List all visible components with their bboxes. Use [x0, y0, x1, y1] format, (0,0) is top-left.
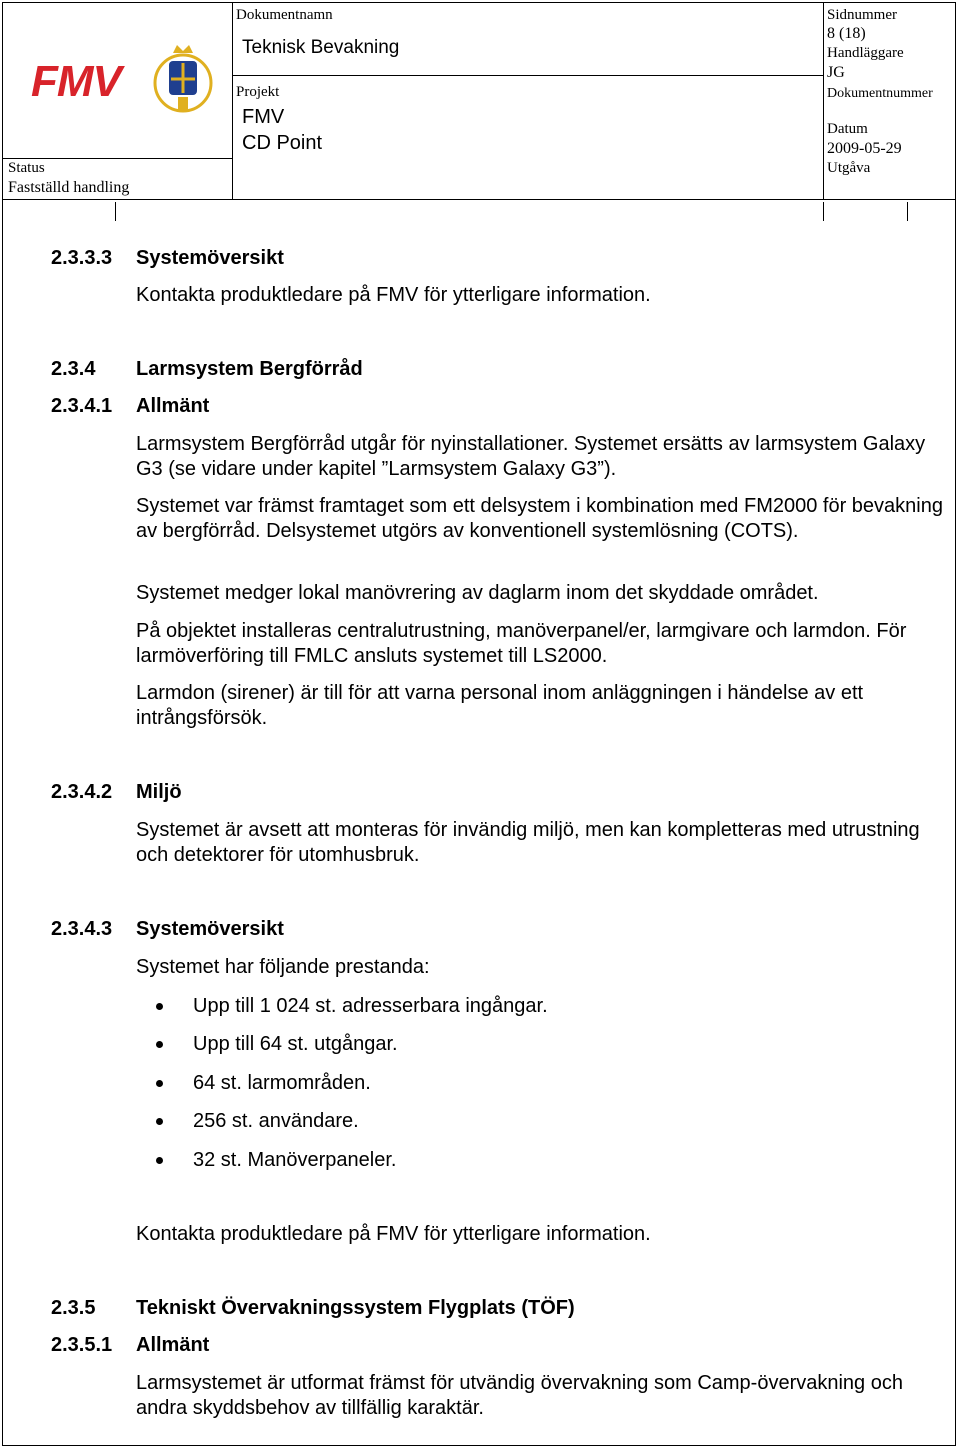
section-number: 2.3.4.2 [51, 781, 113, 803]
projekt-value-2: CD Point [242, 132, 323, 154]
section-number: 2.3.5.1 [51, 1334, 113, 1356]
header-divider [232, 75, 823, 76]
utgava-label: Utgåva [827, 160, 871, 176]
section-number: 2.3.3.3 [51, 247, 113, 269]
tab-marker [115, 202, 116, 221]
section-title: Systemöversikt [136, 918, 284, 940]
bullet-icon [156, 1157, 163, 1164]
dokumentnummer-label: Dokumentnummer [827, 86, 933, 101]
paragraph: På objektet installeras centralutrustning, manöverpanel/er, larmgivare och larmdon. För larmöverföring till FMLC ansluts systemet till LS2000. [136, 620, 907, 667]
handlaggare-label: Handläggare [827, 45, 904, 61]
bullet-icon [156, 1003, 163, 1010]
fmv-logo [31, 39, 221, 119]
paragraph: Kontakta produktledare på FMV för ytterligare information. [136, 284, 651, 306]
dokumentnamn-label: Dokumentnamn [236, 7, 333, 23]
section-title: Allmänt [136, 395, 210, 417]
status-label: Status [8, 160, 45, 176]
header-divider [232, 3, 233, 199]
paragraph: Larmdon (sirener) är till för att varna personal inom anläggningen i händelse av ett intrångsförsök. [136, 682, 864, 729]
header-bottom-line [3, 199, 955, 200]
section-number: 2.3.4.1 [51, 395, 113, 417]
datum-value: 2009-05-29 [827, 140, 902, 157]
section-title: Tekniskt Övervakningssystem Flygplats (TÖF) [136, 1297, 575, 1319]
tab-marker [907, 202, 908, 221]
paragraph: Systemet var främst framtaget som ett delsystem i kombination med FM2000 för bevakning av bergförråd. Delsystemet utgörs av konventionell systemlösning (COTS). [136, 495, 943, 542]
header-divider [823, 3, 824, 199]
projekt-value-1: FMV [242, 106, 285, 128]
section-number: 2.3.5 [51, 1297, 96, 1319]
section-number: 2.3.4.3 [51, 918, 113, 940]
sidnummer-value: 8 (18) [827, 25, 866, 42]
bullet-icon [156, 1118, 163, 1125]
tab-marker [823, 202, 824, 221]
datum-label: Datum [827, 121, 868, 137]
crown-emblem-icon [155, 45, 211, 111]
status-value: Fastställd handling [8, 179, 130, 196]
section-number: 2.3.4 [51, 358, 96, 380]
fmv-logo-graphic [31, 39, 221, 119]
paragraph: Larmsystem Bergförråd utgår för nyinstallationer. Systemet ersätts av larmsystem Galaxy G3 (se vidare under kapitel ”Larmsystem Galaxy G3”). [136, 433, 926, 480]
section-title: Larmsystem Bergförråd [136, 358, 363, 380]
logo-text: FMV [31, 57, 121, 106]
section-title: Systemöversikt [136, 247, 284, 269]
sidnummer-label: Sidnummer [827, 7, 897, 23]
paragraph: Kontakta produktledare på FMV för ytterligare information. [136, 1223, 651, 1245]
document-page: FMV Dokumentnamn Teknisk Bevakning Projekt FMV CD Point Sidnummer 8 (18) Handläggare JG Dokumentnummer Datum 2009-05-29 Utgåva Status Fastställd handling 2.3.3.3 Systemöversikt Kontakta produktledare på FMV för ytterligare information. 2.3.4 Larmsystem Bergförråd 2.3.4.1 Allmänt Larmsystem Bergförråd utgår för nyinstallationer. Systemet ersätts av larmsystem Galaxy G3 (se vidare under kapitel ”Larmsystem Galaxy G3”). Systemet var främst framtaget som ett delsystem i kombination med FM2000 för bevakning av bergförråd. Delsystemet utgörs av konventionell systemlösning (COTS). Systemet medger lokal manövrering av daglarm inom det skyddade området. På objektet installeras centralutrustning, manöverpanel/er, larmgivare och larmdon. För larmöverföring till FMLC ansluts systemet till LS2000. Larmdon (sirener) är till för att varna personal inom anläggningen i händelse av ett intrångsförsök. 2.3.4.2 Miljö Systemet är avsett att monteras för invändig miljö, men kan kompletteras med utrustning och detektorer för utomhusbruk. 2.3.4.3 Systemöversikt Systemet har följande prestanda: Upp till 1 024 st. adresserbara ingångar. Upp till 64 st. utgångar. 64 st. larmområden. 256 st. användare. 32 st. Manöverpaneler. Kontakta produktledare på FMV för ytterligare information. 2.3.5 Tekniskt Övervakningssystem Flygplats (TÖF) 2.3.5.1 Allmänt Larmsystemet är utformat främst för utvändig övervakning som Camp-övervakning och andra skyddsbehov av tillfällig karaktär. [2, 2, 956, 1446]
bullet-icon [156, 1041, 163, 1048]
paragraph: Systemet är avsett att monteras för invändig miljö, men kan kompletteras med utrustning och detektorer för utomhusbruk. [136, 819, 920, 866]
paragraph: Larmsystemet är utformat främst för utvändig övervakning som Camp-övervakning och andra skyddsbehov av tillfällig karaktär. [136, 1372, 903, 1419]
dokumentnamn-value: Teknisk Bevakning [242, 37, 400, 58]
section-title: Allmänt [136, 1334, 210, 1356]
projekt-label: Projekt [236, 84, 280, 100]
paragraph: Systemet medger lokal manövrering av daglarm inom det skyddade området. [136, 582, 819, 604]
handlaggare-value: JG [827, 64, 845, 81]
paragraph: Systemet har följande prestanda: [136, 956, 430, 978]
header-divider [3, 158, 232, 159]
bullet-icon [156, 1080, 163, 1087]
section-title: Miljö [136, 781, 182, 803]
